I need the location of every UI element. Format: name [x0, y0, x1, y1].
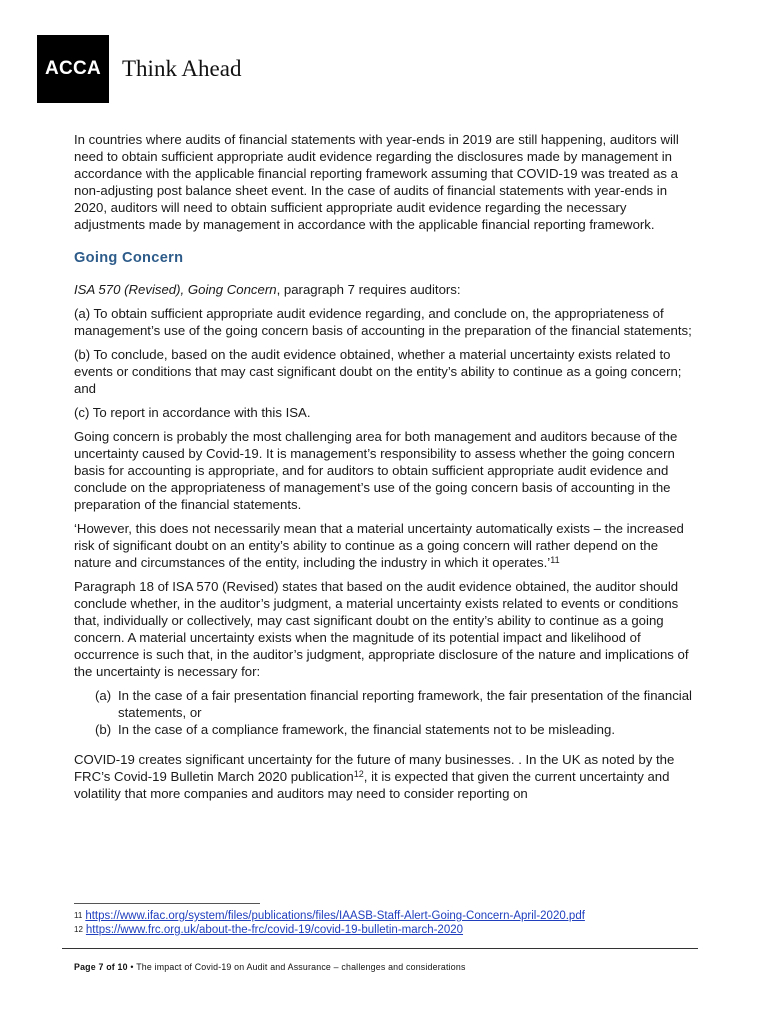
quote-text: ‘However, this does not necessarily mean that a material uncertainty automatically exists – the increased risk of significant doubt on an entity’s ability to continue as a going concern will rather depend on the nature and circumstances of the entity, including the industry in which it operates.’ — [74, 521, 684, 570]
page-number: Page 7 of 10 — [74, 962, 128, 972]
footnote-11 — [74, 909, 585, 923]
acca-logo — [37, 35, 109, 103]
footnotes — [74, 909, 585, 937]
footer-separator: • — [130, 962, 134, 972]
requirement-a: (a) To obtain sufficient appropriate audit evidence regarding, and conclude on, the appropriateness of management’s use of the going concern basis of accounting in the preparation of the financial statements; — [74, 306, 692, 338]
footnote-ref-11[interactable]: 11 — [550, 555, 560, 565]
footnote-number: 11 — [74, 911, 83, 920]
list-item — [74, 687, 696, 721]
covid-text-start: COVID-19 creates significant uncertainty for the future of many businesses. . In the UK as noted by the FRC’s Covid-19 Bulletin March 2020 publication — [74, 752, 675, 784]
isa-reference — [74, 281, 696, 298]
isa-reference-rest: , paragraph 7 requires auditors: — [276, 282, 461, 297]
footer-divider — [62, 948, 698, 949]
list-marker: (a) — [95, 688, 112, 703]
footnote-ref-12[interactable]: 12 — [353, 769, 364, 779]
quote-paragraph — [74, 520, 696, 571]
page-footer — [74, 962, 466, 972]
footnote-number: 12 — [74, 925, 83, 934]
challenging-paragraph: Going concern is probably the most challenging area for both management and auditors because of the uncertainty caused by Covid-19. It is management’s responsibility to assess whether the going concern basis for accounting is appropriate, and for auditors to obtain sufficient appropriate audit evidence and conclude on the appropriateness of management’s use of the going concern basis of accounting in the preparation of the financial statements. — [74, 429, 678, 512]
covid-text-end: , it is expected that given the current uncertainty and volatility that more companies and auditors may need to consider reporting on — [74, 769, 670, 801]
logo-text: ACCA — [44, 58, 102, 79]
paragraph-18: Paragraph 18 of ISA 570 (Revised) states that based on the audit evidence obtained, the auditor should conclude whether, in the auditor’s judgment, a material uncertainty exists related to events or conditions that, individually or collectively, may cast significant doubt on the entity’s ability to continue as a going concern. A material uncertainty exists when the magnitude of its potential impact and likelihood of occurrence is such that, in the auditor’s judgment, appropriate disclosure of the nature and implications of the uncertainty is necessary for: — [74, 579, 689, 679]
tagline: Think Ahead — [122, 56, 242, 81]
footnote-link-frc[interactable]: https://www.frc.org.uk/about-the-frc/covid-19/covid-19-bulletin-march-2020 — [85, 924, 464, 936]
disclosure-list — [74, 687, 696, 738]
footnote-12 — [74, 923, 585, 937]
covid-paragraph — [74, 751, 696, 802]
document-body — [74, 131, 696, 809]
list-marker: (b) — [95, 722, 112, 737]
intro-paragraph: In countries where audits of financial statements with year-ends in 2019 are still happening, auditors will need to obtain sufficient appropriate audit evidence regarding the disclosures made by management in accordance with the applicable financial reporting framework assuming that COVID-19 was treated as a non-adjusting post balance sheet event. In the case of audits of financial statements with year-ends in 2020, auditors will need to obtain sufficient appropriate audit evidence regarding the necessary adjustments made by management in accordance with the applicable financial reporting framework. — [74, 132, 679, 232]
footnote-link-ifac[interactable]: https://www.ifac.org/system/files/publications/files/IAASB-Staff-Alert-Going-Concern-April-2020.pdf — [85, 910, 585, 922]
footnote-divider — [74, 903, 260, 904]
isa-title: ISA 570 (Revised), Going Concern — [74, 282, 277, 297]
list-item — [74, 721, 696, 738]
requirement-b: (b) To conclude, based on the audit evidence obtained, whether a material uncertainty exists related to events or conditions that may cast significant doubt on the entity’s ability to continue as a going concern; and — [74, 347, 682, 396]
section-heading: Going Concern — [74, 250, 184, 266]
list-item-text: In the case of a compliance framework, the financial statements not to be misleading. — [118, 722, 615, 737]
list-item-text: In the case of a fair presentation financial reporting framework, the fair presentation of the financial statements, or — [118, 688, 692, 720]
requirement-c: (c) To report in accordance with this ISA. — [74, 405, 311, 420]
footer-title: The impact of Covid-19 on Audit and Assurance – challenges and considerations — [136, 962, 466, 972]
